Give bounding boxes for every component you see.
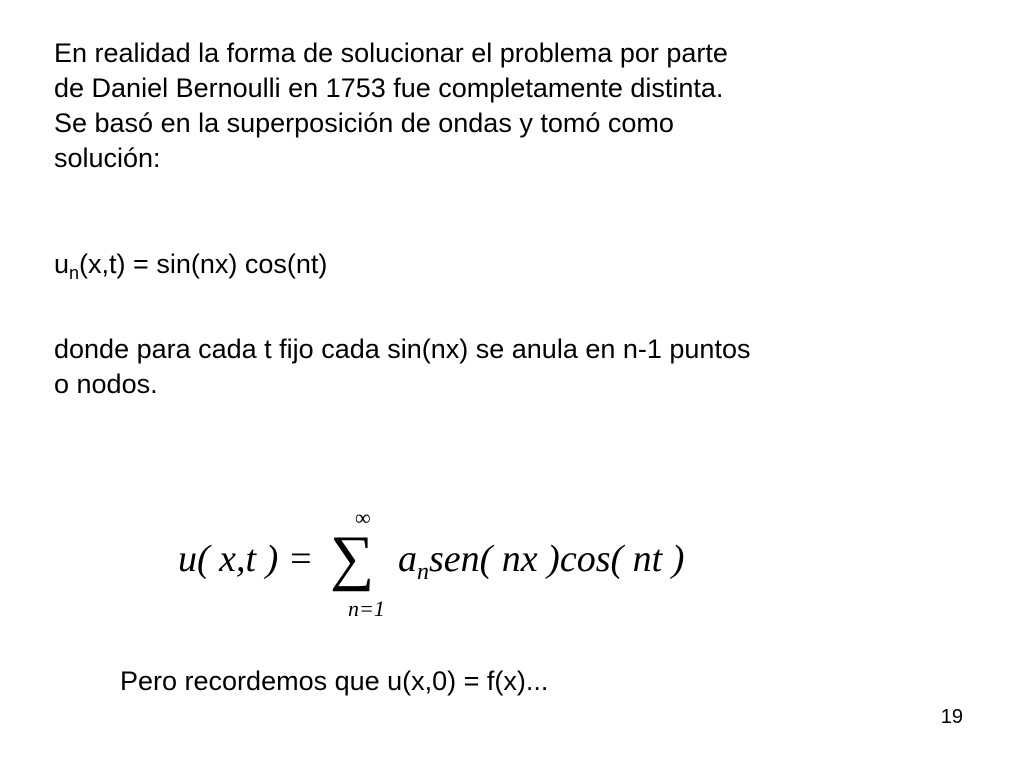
- intro-line-1: En realidad la forma de solucionar el problema por parte: [54, 38, 728, 68]
- summation-symbol: ∑: [330, 524, 375, 592]
- formula-lhs: u( x,t ) =: [178, 538, 314, 580]
- solution-arguments: (x,t): [79, 249, 126, 279]
- page-number: 19: [940, 706, 963, 728]
- intro-line-3: Se basó en la superposición de ondas y tomó como: [54, 108, 674, 138]
- formula-term: [398, 537, 685, 585]
- sum-lower-limit: n=1: [348, 596, 385, 621]
- coefficient-subscript: n: [417, 559, 429, 585]
- solution-subscript: n: [69, 263, 80, 283]
- intro-line-2: de Daniel Bernoulli en 1753 fue completamente distinta.: [54, 73, 724, 103]
- nodes-line-2: o nodos.: [54, 369, 158, 399]
- nodes-line-1: donde para cada t fijo cada sin(nx) se anula en n-1 puntos: [54, 334, 751, 364]
- fourier-series-formula: [178, 505, 778, 635]
- coefficient: a: [398, 538, 417, 580]
- intro-paragraph: [54, 36, 728, 176]
- trigonometric-term: sen( nx )cos( nt ): [429, 538, 685, 580]
- nodes-paragraph: [54, 332, 750, 402]
- reminder-text: Pero recordemos que u(x,0) = f(x)...: [120, 666, 549, 696]
- sum-upper-limit: ∞: [355, 505, 371, 530]
- solution-equation: [54, 247, 327, 282]
- solution-equals: =: [125, 249, 157, 279]
- solution-rhs: sin(nx) cos(nt): [156, 249, 328, 279]
- solution-function: u: [54, 249, 70, 279]
- intro-line-4: solución:: [54, 143, 161, 173]
